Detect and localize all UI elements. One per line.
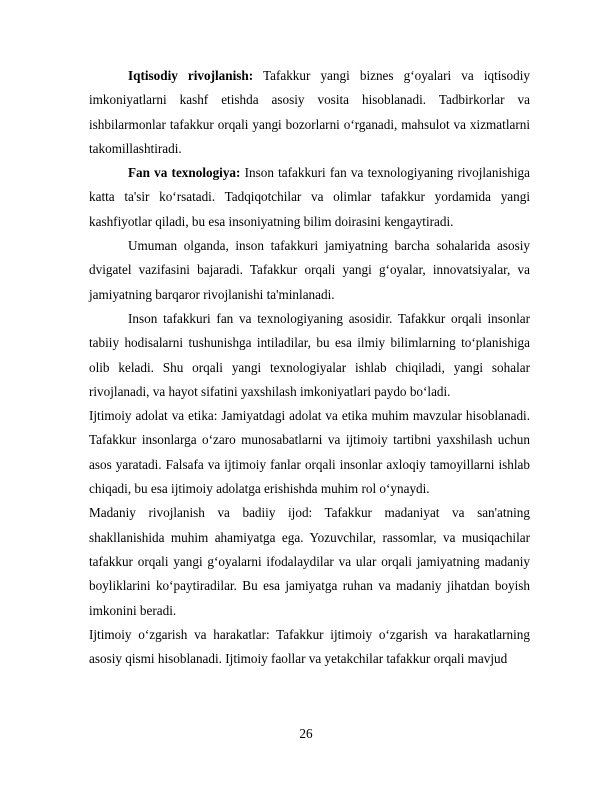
paragraph-heading: Iqtisodiy rivojlanish: <box>128 68 254 83</box>
paragraph-iqtisodiy-rivojlanish <box>89 64 530 161</box>
paragraph-fan-asosi: Inson tafakkuri fan va texnologiyaning asosidir. Tafakkur orqali insonlar tabiiy hodisalarni tushunishga intiladilar, bu esa ilmiy bilimlarning to‘planishiga olib keladi. Shu orqali yangi texnologiyalar ishlab chiqiladi, yangi sohalar rivojlanadi, va hayot sifatini yaxshilash imkoniyatlari paydo bo‘ladi. <box>89 310 530 399</box>
paragraph-umuman-olganda: Umuman olganda, inson tafakkuri jamiyatning barcha sohalarida asosiy dvigatel vazifasini bajaradi. Tafakkur orqali yangi g‘oyalar, innovatsiyalar, va jamiyatning barqaror rivojlanishi ta'minlanadi. <box>89 238 530 302</box>
paragraph-ijtimoiy-adolat: Ijtimoiy adolat va etika: Jamiyatdagi adolat va etika muhim mavzular hisoblanadi. Tafakkur insonlarga o‘zaro munosabatlarni va ijtimoiy tartibni yaxshilash uchun asos yaratadi. Falsafa va ijtimoiy fanlar orqali insonlar axloqiy tamoyillarni ishlab chiqadi, bu esa ijtimoiy adolatga erishishda muhim rol o‘ynaydi. <box>89 408 530 497</box>
document-body <box>89 64 530 671</box>
paragraph-text: Inson tafakkuri fan va texnologiyaning rivojlanishiga katta ta'sir ko‘rsatadi. Tadqiqotchilar va olimlar tafakkur yordamida yangi kashfiyotlar qiladi, bu esa insoniyatning bilim doirasini kengaytiradi. <box>89 165 530 229</box>
page-number: 26 <box>299 726 313 741</box>
paragraph-fan-va-texnologiya <box>89 161 530 234</box>
paragraph-ijtimoiy-ozgarish: Ijtimoiy o‘zgarish va harakatlar: Tafakkur ijtimoiy o‘zgarish va harakatlarning asosiy qismi hisoblanadi. Ijtimoiy faollar va yetakchilar tafakkur orqali mavjud <box>89 626 530 667</box>
paragraph-madaniy-rivojlanish: Madaniy rivojlanish va badiiy ijod: Tafakkur madaniyat va san'atning shakllanishida muhim ahamiyatga ega. Yozuvchilar, rassomlar, va musiqachilar tafakkur orqali yangi g‘oyalarni ifodalaydilar va ular orqali jamiyatning madaniy boyliklarini ko‘paytiradilar. Bu esa jamiyatga ruhan va madaniy jihatdan boyish imkonini beradi. <box>89 505 530 618</box>
paragraph-text: Tafakkur yangi biznes g‘oyalari va iqtisodiy imkoniyatlarni kashf etishda asosiy vosita hisoblanadi. Tadbirkorlar va ishbilarmonlar tafakkur orqali yangi bozorlarni o‘rganadi, mahsulot va xizmatlarni takomillashtiradi. <box>89 68 530 156</box>
paragraph-heading: Fan va texnologiya: <box>128 165 241 181</box>
